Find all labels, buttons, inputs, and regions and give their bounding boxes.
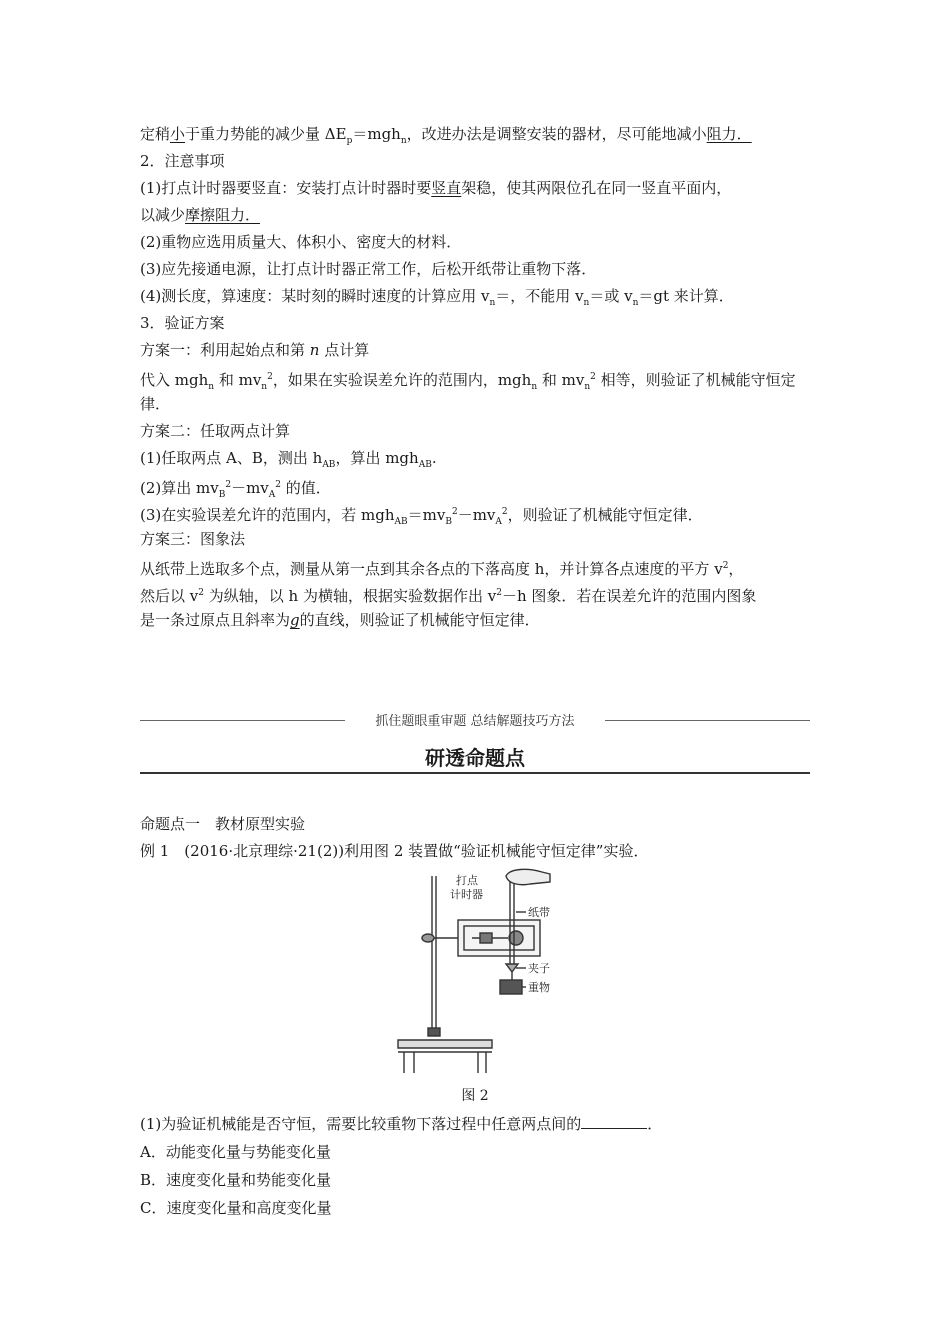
scheme-1-line2: 律． (140, 395, 171, 413)
scheme-3-line2: 然后以 $v^2$ 为纵轴，以 h 为横轴，根据实验数据作出 $v^2-h$ 图象．若在误差允许的范围内图象 (140, 587, 757, 605)
label-timer-1: 打点 (456, 874, 478, 887)
label-weight: 重物 (528, 981, 550, 994)
figure-caption: 图 2 (461, 1088, 489, 1104)
note-3: (3)应先接通电源，让打点计时器正常工作，后松开纸带让重物下落． (140, 260, 597, 278)
scheme-3-title: 方案三：图象法 (140, 530, 246, 548)
example-statement: 例 1 (2016·北京理综·21(2))利用图 2 装置做“验证机械能守恒定律”实验． (140, 842, 649, 860)
note-1-line2: 以减少摩擦阻力． (140, 206, 261, 224)
scheme-2-step1: (1)任取两点 A、B，测出 $h_{AB}$，算出 mgh$_{AB}$. (140, 449, 437, 470)
question-1: (1)为验证机械能是否守恒，需要比较重物下落过程中任意两点间的 ． (140, 1115, 663, 1133)
label-clip: 夹子 (528, 962, 550, 975)
scheme-1-line1: 代入 mgh$_n$ 和 $mv_n^2$，如果在实验误差允许的范围内，mgh$_n$ 和 $mv_n^2$ 相等，则验证了机械能守恒定 (140, 371, 796, 392)
weight-block (500, 980, 522, 994)
scheme-2-title: 方案二：任取两点计算 (140, 422, 291, 440)
scheme-3-line1: 从纸带上选取多个点，测量从第一点到其余各点的下落高度 h，并计算各点速度的平方 $v^2$， (140, 560, 744, 578)
scheme-2-step2: (2)算出 $mv_B^2-mv_A^2$ 的值． (140, 479, 331, 500)
divider (605, 720, 810, 721)
paragraph-line: 定稍小于重力势能的减少量 $\Delta E_p=mgh_n$，改进办法是调整安装的器材，尽可能地减小阻力． (140, 125, 752, 146)
option-a[interactable]: A．动能变化量与势能变化量 (140, 1143, 331, 1161)
section-header (140, 708, 810, 778)
clamp-knob (422, 934, 434, 942)
timer-wheel (509, 931, 523, 945)
apparatus-figure (390, 868, 570, 1078)
scheme-3-line3: 是一条过原点且斜率为g的直线，则验证了机械能守恒定律． (140, 611, 540, 629)
divider (140, 772, 810, 774)
table-top (398, 1040, 492, 1048)
label-timer-2: 计时器 (450, 888, 483, 901)
option-c[interactable]: C．速度变化量和高度变化量 (140, 1199, 332, 1217)
note-2: (2)重物应选用质量大、体积小、密度大的材料． (140, 233, 462, 251)
section-subtitle: 抓住题眼重审题 总结解题技巧方法 (375, 714, 575, 729)
scheme-2-step3: (3)在实验误差允许的范围内，若 $mgh_{AB}=mv_B^2-mv_A^2$，则验证了机械能守恒定律． (140, 506, 703, 527)
hand (506, 869, 550, 884)
note-4: (4)测长度，算速度：某时刻的瞬时速度的计算应用 $v_n=$，不能用 $v_n=$或 $v_n=gt$ 来计算． (140, 287, 734, 308)
notes-title: 2．注意事项 (140, 152, 225, 170)
topic-heading: 命题点一 教材原型实验 (140, 815, 306, 833)
schemes-title: 3．验证方案 (140, 314, 225, 332)
scheme-1-title: 方案一：利用起始点和第 n 点计算 (140, 341, 370, 359)
stand-base-block (428, 1028, 440, 1036)
option-b[interactable]: B．速度变化量和势能变化量 (140, 1171, 332, 1189)
section-title: 研透命题点 (425, 746, 525, 770)
label-tape: 纸带 (528, 906, 550, 919)
note-1-line1: (1)打点计时器要竖直：安装打点计时器时要竖直架稳，使其两限位孔在同一竖直平面内， (140, 179, 732, 197)
answer-blank[interactable] (581, 1114, 647, 1129)
